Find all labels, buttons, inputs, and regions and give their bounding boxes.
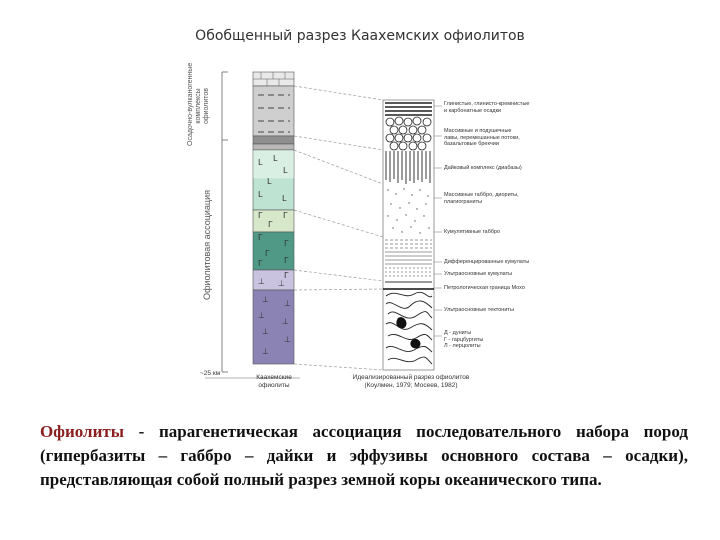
svg-text:⊥: ⊥ <box>284 299 291 308</box>
desc-differentiated-cumulates: Дифференцированные кумулаты <box>444 259 530 265</box>
svg-text:Γ: Γ <box>258 259 263 268</box>
ideal-section <box>383 100 434 370</box>
svg-text:⊥: ⊥ <box>278 279 285 288</box>
svg-text:⊥: ⊥ <box>262 295 269 304</box>
scale-label: ~25 км <box>200 370 221 377</box>
layer-dike-top <box>253 136 294 144</box>
svg-text:⊥: ⊥ <box>284 335 291 344</box>
svg-text:L: L <box>258 158 263 167</box>
description-leaders <box>434 106 442 336</box>
svg-text:Γ: Γ <box>258 211 263 220</box>
svg-text:⊥: ⊥ <box>262 347 269 356</box>
svg-text:Γ: Γ <box>268 220 273 229</box>
sediment-complex-label: Осадочно-вулканогенные комплексы офиолитов <box>187 62 210 146</box>
correlation-lines <box>294 86 383 370</box>
ophiolite-definition-text: - парагенетическая ассоциация последовательного набора пород (гипербазиты – габбро – дайки и эффузивы основного состава – осадки), представляющая собой полный разрез земной коры океанического типа. <box>40 422 688 489</box>
svg-text:Γ: Γ <box>258 233 263 242</box>
svg-text:Γ: Γ <box>284 256 289 265</box>
svg-text:⊥: ⊥ <box>258 277 265 286</box>
desc-massive-gabbro: Массивные габбро, диориты, плагиограниты <box>444 192 519 205</box>
svg-text:⊥: ⊥ <box>262 327 269 336</box>
svg-text:L: L <box>283 166 288 175</box>
desc-legend: Д - дуниты Г - гарцбургиты Л - лерцолиты <box>444 330 484 349</box>
desc-ultramafic-cumulates: Ультраосновные кумулаты <box>444 271 513 277</box>
ophiolite-association-label: Офиолитовая ассоциация <box>202 190 212 300</box>
ophiolite-definition <box>40 420 688 492</box>
svg-text:Γ: Γ <box>284 271 289 280</box>
page-title: Обобщенный разрез Каахемских офиолитов <box>195 28 525 44</box>
desc-tectonites: Ультраосновные тектониты <box>444 307 514 313</box>
ophiolite-term: Офиолиты <box>40 422 125 441</box>
kaakhem-column <box>253 72 294 364</box>
svg-text:L: L <box>258 190 263 199</box>
desc-sheeted-dikes: Дайковый комплекс (диабазы) <box>444 165 522 171</box>
svg-text:L: L <box>267 177 272 186</box>
desc-sediments: Глинистые, глинисто-кремнистые и карбонатные осадки <box>444 101 530 114</box>
layer-dike-band <box>253 144 294 150</box>
ideal-section-caption: Идеализированный разрез офиолитов (Коулмен, 1979; Мосеев, 1982) <box>352 374 470 389</box>
svg-text:⊥: ⊥ <box>258 311 265 320</box>
desc-cumulate-gabbro: Кумулятивные габбро <box>444 229 501 235</box>
desc-moho: Петрологическая граница Мохо <box>444 285 525 291</box>
svg-text:Γ: Γ <box>283 211 288 220</box>
column-braces <box>222 72 228 372</box>
svg-text:Γ: Γ <box>265 249 270 258</box>
svg-text:⊥: ⊥ <box>282 317 289 326</box>
desc-pillow-lavas: Массивные и подушечные лавы, перемешанные потоки, базальтовые брекчии <box>444 128 520 147</box>
svg-text:L: L <box>282 194 287 203</box>
column-caption: Каахемские офиолиты <box>256 374 292 389</box>
svg-text:L: L <box>273 154 278 163</box>
layer-volcanics <box>253 86 294 136</box>
svg-text:Γ: Γ <box>284 239 289 248</box>
